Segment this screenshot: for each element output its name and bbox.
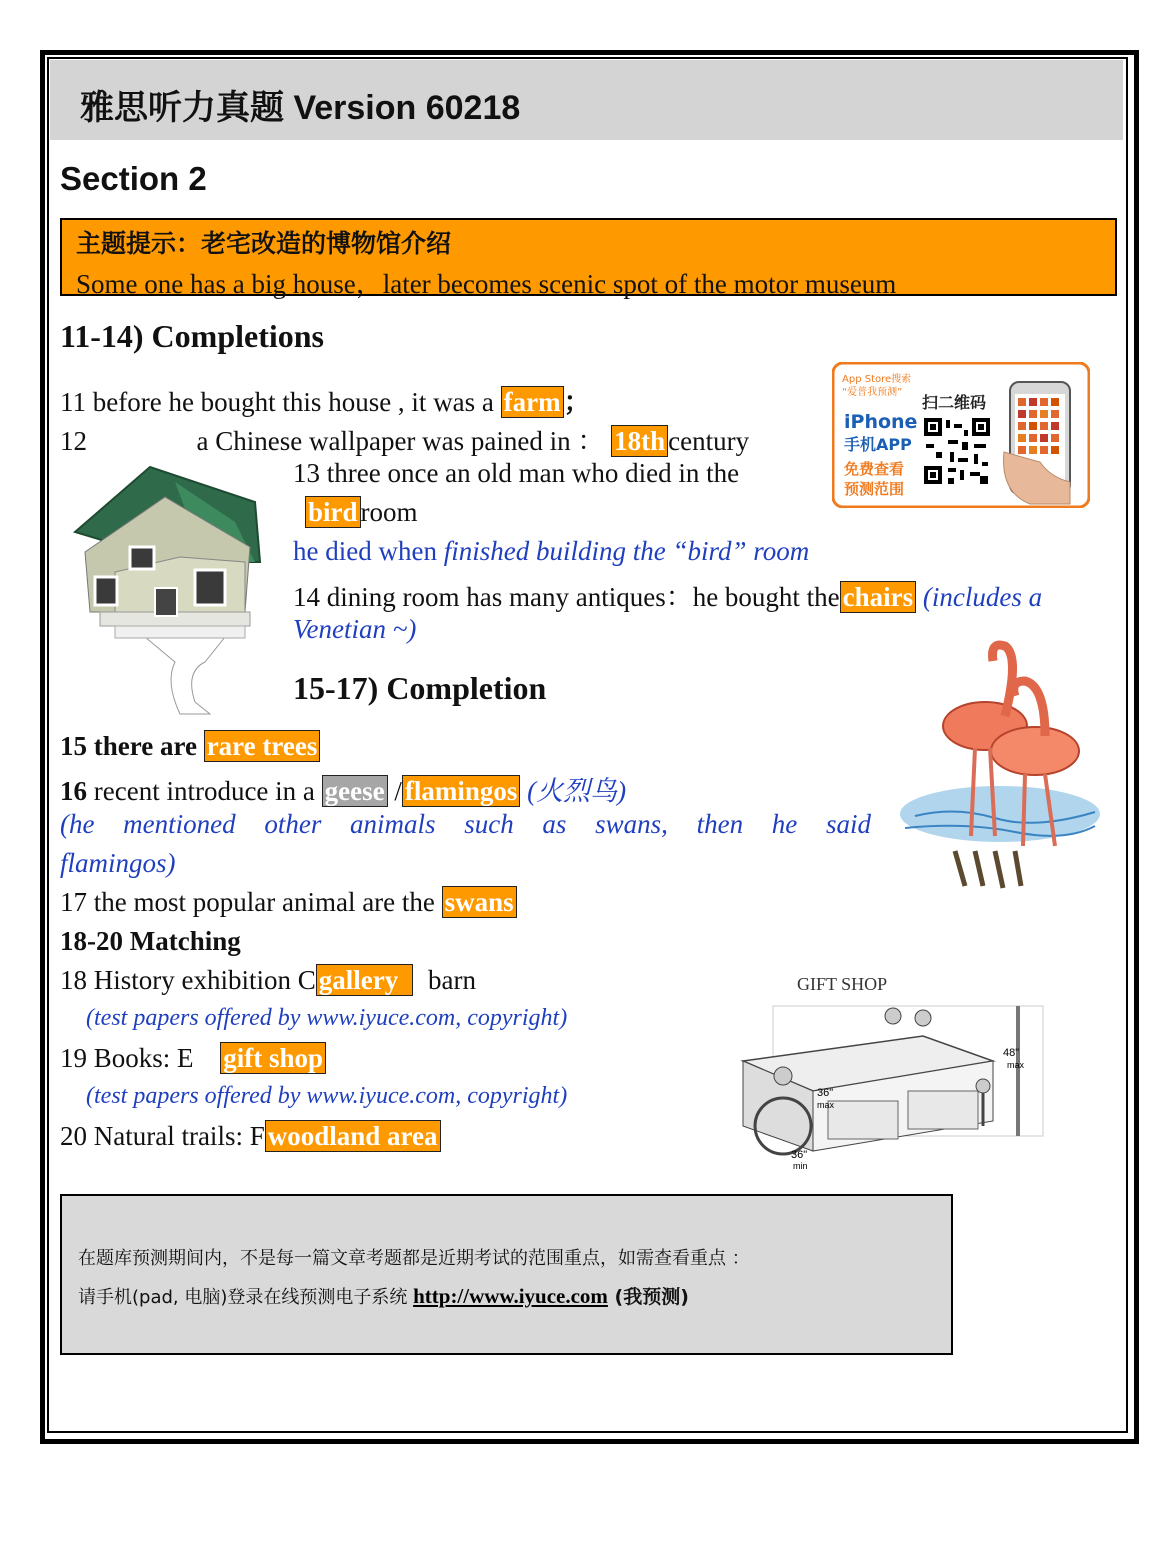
- q16-wrong-answer: geese: [322, 775, 388, 807]
- heading-11-14: 11-14) Completions: [60, 318, 324, 354]
- q16-note-word: animals: [350, 809, 436, 839]
- q16-answer: flamingos: [402, 775, 521, 807]
- question-15: [60, 731, 320, 762]
- q12-end: century: [668, 426, 750, 456]
- question-17: [60, 887, 517, 918]
- q13-text: 13 three once an old man who died in the: [293, 458, 740, 488]
- q16-number: 16: [60, 776, 87, 806]
- app-qr-ad[interactable]: [832, 362, 1090, 508]
- ad-iphone: iPhone: [844, 411, 918, 433]
- question-14: [293, 575, 1042, 614]
- q11-text: 11 before he bought this house , it was a: [60, 387, 494, 417]
- q11-end: ；: [563, 387, 591, 417]
- footer-note-box: [60, 1194, 953, 1355]
- theme-title: 主题提示：老宅改造的博物馆介绍: [76, 229, 452, 258]
- q14-answer: chairs: [840, 581, 917, 613]
- q14-text: 14 dining room has many antiques：he bought the: [293, 582, 840, 612]
- iyuce-link[interactable]: http://www.iyuce.com: [413, 1284, 608, 1308]
- q14-note-a: (includes a: [922, 582, 1043, 612]
- ad-scan: 扫二维码: [922, 393, 987, 412]
- heading-15-17: 15-17) Completion: [293, 670, 547, 706]
- q16-text: recent introduce in a: [93, 776, 315, 806]
- question-19: [60, 1043, 326, 1074]
- question-20: [60, 1121, 441, 1152]
- q16-chinese: (火烈鸟): [527, 776, 627, 806]
- question-18: [60, 965, 476, 996]
- q16-separator: /: [394, 776, 402, 806]
- q16-note-word: as: [542, 809, 567, 839]
- q16-note: [60, 809, 871, 840]
- q16-note-word: he: [771, 809, 798, 839]
- question-12: [60, 419, 749, 458]
- q16-note-word: then: [696, 809, 744, 839]
- question-13-answer-line: [305, 497, 418, 528]
- qr-code-icon: [924, 418, 990, 484]
- q12-answer: 18th: [611, 425, 668, 457]
- q16-note-word: said: [825, 809, 871, 839]
- measure-36-min: 36": [791, 1149, 808, 1161]
- measure-36-max-label: max: [817, 1100, 835, 1110]
- q13-note-b: finished building the “bird” room: [443, 536, 810, 566]
- q19-answer: gift shop: [220, 1042, 326, 1074]
- question-16: [60, 769, 626, 808]
- measure-36-min-label: min: [793, 1161, 808, 1171]
- footer-note-line2: [78, 1282, 689, 1309]
- ad-app: 手机APP: [844, 435, 912, 454]
- theme-subtitle: Some one has a big house，later becomes scenic spot of the motor museum: [76, 269, 897, 299]
- q11-answer: farm: [501, 386, 564, 418]
- title-bar: [50, 60, 1123, 140]
- page-title: 雅思听力真题 Version 60218: [80, 89, 521, 127]
- q18-end: barn: [427, 965, 476, 995]
- q12-text: a Chinese wallpaper was pained in ：: [196, 426, 605, 456]
- q17-text: 17 the most popular animal are the: [60, 887, 435, 917]
- footer-note-line1: 在题库预测期间内，不是每一篇文章考题都是近期考试的范围重点，如需查看重点 ：: [78, 1248, 750, 1269]
- ad-free: 免费查看: [844, 460, 905, 478]
- ad-app-name: “爱普我预测”: [842, 387, 903, 398]
- q14-note-b: Venetian ~): [293, 614, 417, 644]
- birdhouse-image: [55, 462, 275, 720]
- flamingo-image: [895, 636, 1105, 894]
- footer-brand: (我预测): [607, 1286, 689, 1308]
- q13-note-a: he died when: [293, 536, 444, 566]
- q13-note: [293, 536, 809, 567]
- q18-answer: gallery: [316, 964, 413, 996]
- question-11: [60, 380, 591, 419]
- measure-48: 48": [1003, 1047, 1020, 1059]
- q12-number: 12: [60, 426, 87, 456]
- theme-box: [60, 218, 1117, 299]
- gift-shop-image: [733, 966, 1063, 1172]
- q15-text: 15 there are: [60, 731, 197, 761]
- q13-end: room: [360, 497, 418, 527]
- q13-answer: bird: [305, 496, 361, 528]
- q17-answer: swans: [442, 886, 517, 918]
- q16-note-word: (he: [60, 809, 95, 839]
- q20-answer: woodland area: [265, 1120, 441, 1152]
- gift-shop-sign: GIFT SHOP: [797, 974, 888, 994]
- heading-18-20: 18-20 Matching: [60, 926, 241, 956]
- q19-text: 19 Books: E: [60, 1043, 194, 1073]
- copyright-note: (test papers offered by www.iyuce.com, copyright): [86, 1083, 568, 1109]
- q16-note-word: such: [464, 809, 514, 839]
- q20-text: 20 Natural trails: F: [60, 1121, 265, 1151]
- q16-note-end: flamingos): [60, 848, 176, 878]
- section-label: Section 2: [60, 160, 207, 197]
- q16-note-word: swans,: [595, 809, 668, 839]
- ad-store-text: App Store搜索: [842, 374, 912, 385]
- q18-text: 18 History exhibition C: [60, 965, 316, 995]
- q16-note-word: mentioned: [123, 809, 236, 839]
- ad-range: 预测范围: [844, 480, 905, 498]
- measure-36-max: 36": [817, 1087, 834, 1099]
- q15-answer: rare trees: [204, 730, 321, 762]
- copyright-note: (test papers offered by www.iyuce.com, copyright): [86, 1005, 568, 1031]
- measure-48-max: max: [1007, 1060, 1025, 1070]
- phone-icon: [1004, 382, 1070, 504]
- q16-note-word: other: [264, 809, 322, 839]
- footer-note-text: 请手机(pad, 电脑)登录在线预测电子系统: [78, 1287, 414, 1308]
